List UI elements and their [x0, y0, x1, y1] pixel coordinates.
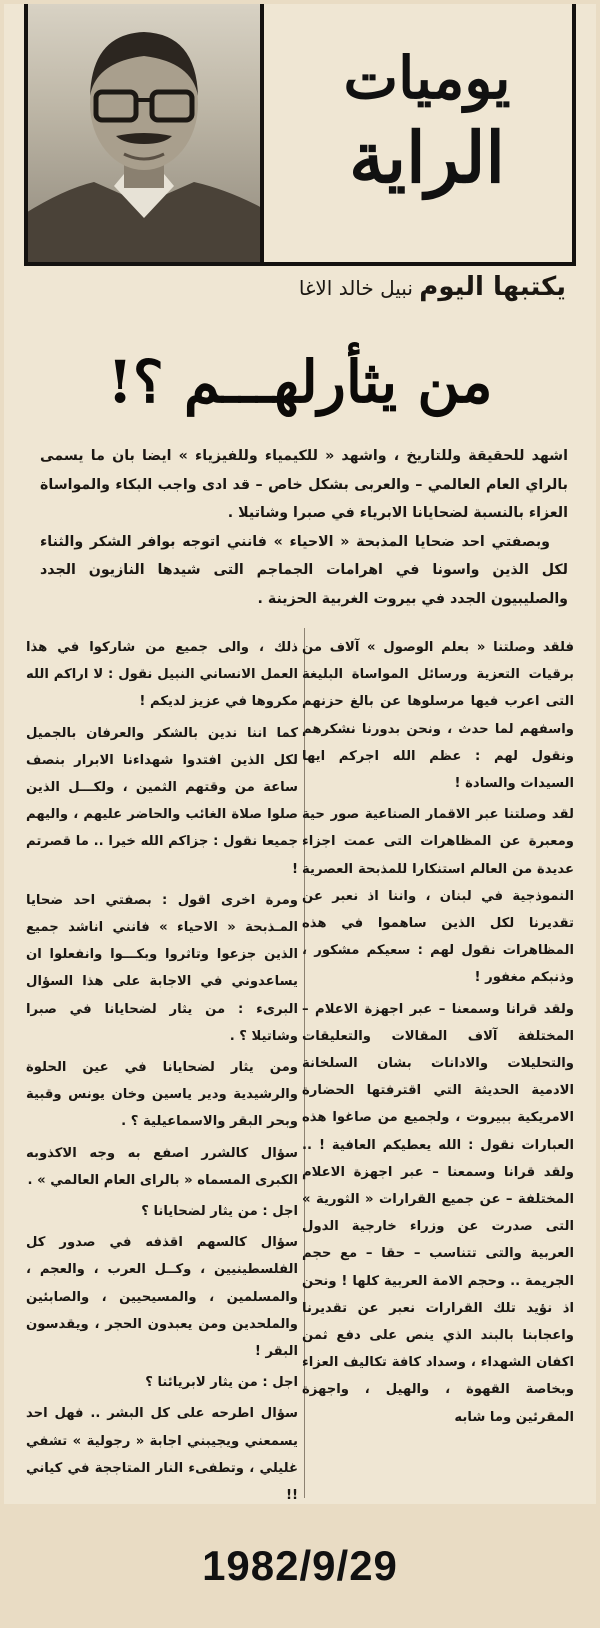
column-paragraph: سؤال كالسهم اقذفه في صدور كل الفلسطينيين ، وكــل العرب ، والعجم ، والمسلمين ، والمسيحيين ، والصابئين والملحدين ومن يعبدون الحجر ، ويقدسون البقر !: [26, 1235, 298, 1360]
column-paragraph: اجل : من يثار لضحايانا ؟: [141, 1204, 298, 1220]
article-column-left: [26, 634, 298, 1504]
article-column-right: [302, 634, 574, 1435]
byline-lead: يكتبها اليوم: [419, 272, 566, 302]
column-paragraph: فلقد وصلتنا « بعلم الوصول » آلاف من برقيات التعزية ورسائل المواساة البليغة التى اعرب فيها مرسلوها عن بالغ حزنهم واسفهم لما حدث ، ونحن بدورنا نشكرهم ونقول لهم : عظم الله اجركم ايها السيدات والسادة !: [302, 640, 574, 792]
masthead-title-line2: الراية: [349, 116, 505, 199]
article-headline: من يثأرلهـــم ؟!: [107, 348, 493, 416]
newspaper-clipping: [4, 4, 596, 1504]
column-paragraph: اجل : من يثار لابريائنا ؟: [145, 1375, 298, 1391]
column-paragraph: ومرة اخرى اقول : بصفتي احد ضحايا المـذبحة « الاحياء » فانني اناشد جميع الذين جزعوا وتاثروا وبكـــوا وانفعلوا ان يساعدوني في الاجابة على هذا السؤال البرىء : من يثار لضحايانا في صبرا وشاتيلا ؟ .: [26, 892, 298, 1044]
column-paragraph: سؤال كالشرر اصفع به وجه الاكذوبه الكبرى المسماه « بالراى العام العالمي » .: [26, 1145, 298, 1188]
publication-date: 1982/9/29: [202, 1542, 398, 1589]
column-paragraph: سؤال اطرحه على كل البشر .. فهل احد يسمعني ويجيبني اجابة « رجولية » تشفي غليلي ، وتطفىء النار المتاججة في كياني !!: [26, 1406, 298, 1504]
column-paragraph: ولقد قرانا وسمعنا – عبر اجهزة الاعلام – المختلفة آلاف المقالات والتعليقات والتحليلات والادانات بشان السلخانة الادمية الحديثة التي اقترفتها الحضارة الامريكية ببيروت ، ولجميع من صاغوا هذه العبارات نقول : الله يعطيكم العافية ! .. ولقد قرانا وسمعنا – عبر اجهزة الاعلام المختلفة – عن جميع القرارات « الثورية » التى صدرت عن وزراء خارجية الدول العربية والتى تتناسب – حقا – مع حجم الجريمة .. وحجم الامة العربية كلها ! ونحن اذ نؤيد تلك القرارات نعبر عن تقديرنا واعجابنا بالبند الذي ينص على دفع ثمن اكفان الشهداء ، وسداد كافة تكاليف العزاء وبخاصة القهوة ، والهيل ، واجهزة المقرئين وما شابه: [302, 1001, 574, 1425]
byline-author: نبيل خالد الاغا: [298, 276, 413, 300]
column-paragraph: لقد وصلتنا عبر الاقمار الصناعية صور حية ومعبرة عن المظاهرات التى عمت اجزاء عديدة من العالم استنكارا للمذبحة العصرية النموذجية في لبنان ، واننا اذ نعبر عن تقديرنا لكل الذين ساهموا في هذه المظاهرات نقول لهم : سعيكم مشكور ، وذنبكم مغفور !: [302, 807, 574, 986]
intro-paragraph: اشهد للحقيقة وللتاريخ ، واشهد « للكيمياء وللفيزياء » ايضا بان ما يسمى بالراي العام العالمي – والعربى بشكل خاص – قد ادى واجب البكاء والمواساة العزاء بالنسبة لضحايانا الابرياء في صبرا وشاتيلا .: [40, 448, 568, 522]
column-paragraph: ومن يثار لضحايانا في عين الحلوة والرشيدية ودير ياسين وخان يونس وقبية وبحر البقر والاسماعيلية ؟ .: [26, 1060, 298, 1130]
column-paragraph: ذلك ، والى جميع من شاركوا في هذا العمل الانساني النبيل نقول : لا اراكم الله مكروها في عزيز لديكم !: [26, 640, 298, 710]
byline: [26, 268, 566, 307]
intro-paragraph: وبصفتي احد ضحايا المذبحة « الاحياء » فانني اتوجه بوافر الشكر والثناء لكل الذين واسونا في اهرامات الجماجم التى شيدها النازيون الجدد والصليبيون الجدد في بيروت الغربية الحزينة .: [40, 533, 568, 607]
article-intro: [40, 442, 568, 614]
column-paragraph: كما اننا ندين بالشكر والعرفان بالجميل لكل الذين افتدوا شهداءنا الابرار بنصف ساعة من وقتهم الثمين ، ولكـــل الذين صلوا صلاة الغائب والحاضر عليهم ، واليهم جميعا نقول : جزاكم الله خيرا .. ما قصرتم !: [26, 725, 298, 877]
masthead-title-line1: يوميات: [343, 44, 511, 112]
